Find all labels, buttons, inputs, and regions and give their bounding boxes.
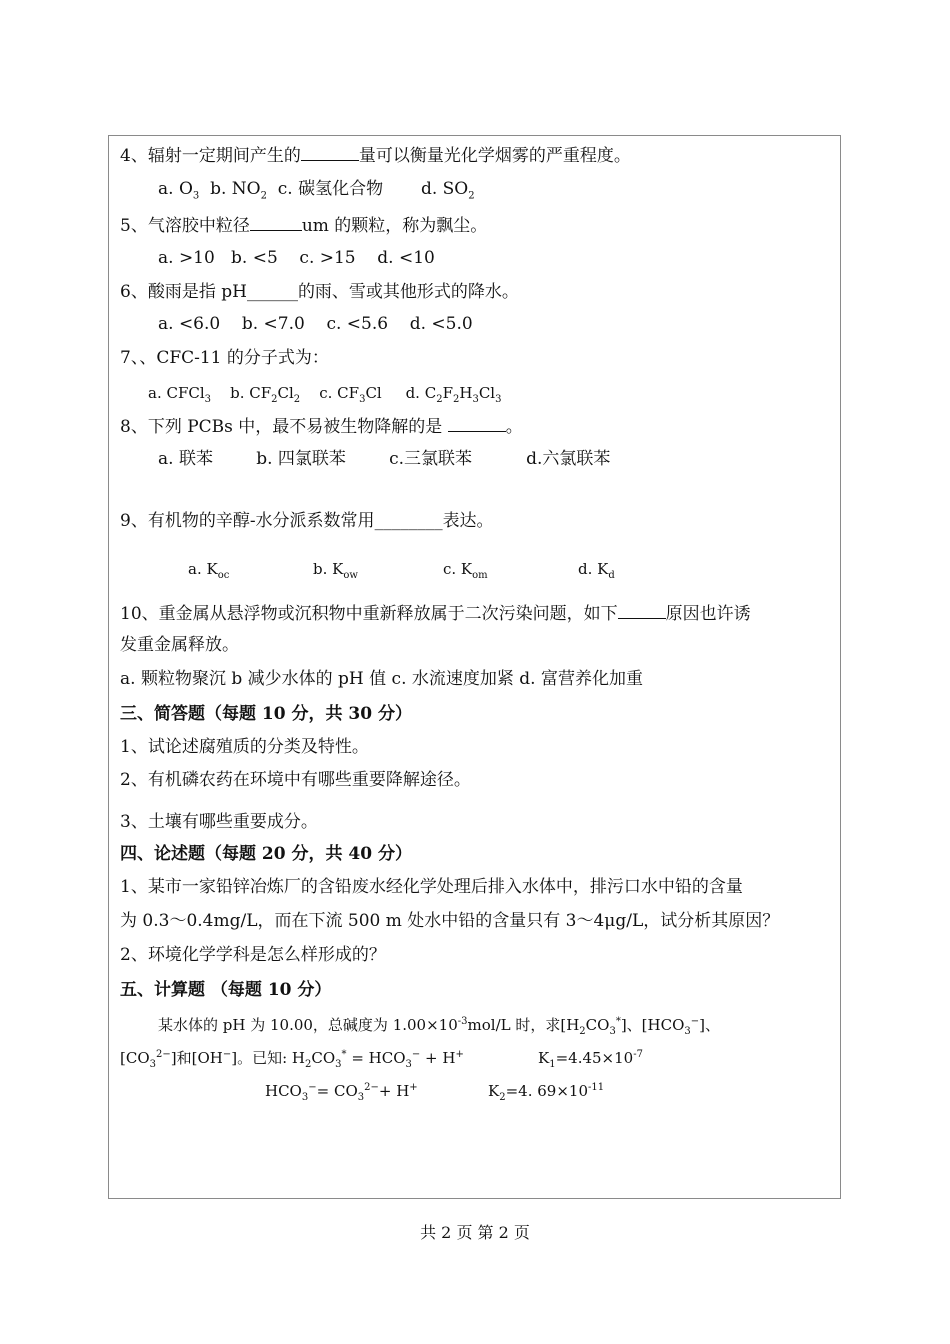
question-9: 9、有机物的辛醇-水分派系数常用________表达。 xyxy=(120,511,494,531)
section-4-heading: 四、论述题（每题 20 分，共 40 分） xyxy=(120,844,412,864)
question-8-options: a. 联苯 b. 四氯联苯 c.三氯联苯 d.六氯联苯 xyxy=(158,449,611,469)
section-3-q1: 1、试论述腐殖质的分类及特性。 xyxy=(120,737,369,757)
section-5-k1: $K_1=4.45\times 10^{-7}$ xyxy=(538,1049,643,1070)
answer-blank[interactable] xyxy=(301,143,359,161)
question-7: 7、、CFC-11 的分子式为： xyxy=(120,348,329,368)
section-4-q1: 1、某市一家铅锌冶炼厂的含铅废水经化学处理后排入水体中，排污口水中铅的含量 xyxy=(120,877,743,897)
question-6-options: a. <6.0 b. <7.0 c. <5.6 d. <5.0 xyxy=(158,314,473,334)
answer-blank[interactable] xyxy=(618,601,666,619)
section-3-q3: 3、土壤有哪些重要成分。 xyxy=(120,812,318,832)
question-5-options: a. >10 b. <5 c. >15 d. <10 xyxy=(158,248,435,268)
question-5: 5、气溶胶中粒径 um 的颗粒，称为飘尘。 xyxy=(120,213,487,237)
section-3-q2: 2、有机磷农药在环境中有哪些重要降解途径。 xyxy=(120,770,471,790)
question-9-options: a. $K_{oc}$ xyxy=(188,560,230,581)
section-5-problem-line2: $[CO_3^{2-}]$和[OH−]。已知: $H_2CO_3^* = HCO_3^- + H^+$ xyxy=(120,1049,464,1070)
question-10-options: a. 颗粒物聚沉 b 减少水体的 pH 值 c. 水流速度加紧 d. 富营养化加重 xyxy=(120,669,643,689)
section-5-heading: 五、计算题 （每题 10 分） xyxy=(120,980,332,1000)
question-6: 6、酸雨是指 pH______的雨、雪或其他形式的降水。 xyxy=(120,282,519,302)
section-5-problem-line1: 某水体的 pH 为 10.00，总碱度为 $1.00\times 10^{-3}mol/L$ 时，求$[H_2CO_3^*]$、$[HCO_3^-]$、 xyxy=(158,1016,721,1037)
section-5-equation2: $HCO_3^-= CO_3^{2-}+ H^+$ xyxy=(265,1082,418,1103)
answer-blank[interactable] xyxy=(250,213,302,231)
question-4-options: a. $O_3$ b. $NO_2$ c. 碳氢化合物 d. $SO_2$ xyxy=(158,179,475,202)
section-4-q2: 2、环境化学学科是怎么样形成的？ xyxy=(120,945,386,965)
question-8: 8、下列 PCBs 中，最不易被生物降解的是 。 xyxy=(120,414,523,438)
section-3-heading: 三、简答题（每题 10 分，共 30 分） xyxy=(120,704,412,724)
answer-blank[interactable]: ________ xyxy=(374,511,443,531)
answer-blank[interactable] xyxy=(448,414,506,432)
answer-blank[interactable]: ______ xyxy=(246,282,298,302)
question-7-options: a. CFCl$_3$ b. $CF_2Cl_2$ c. $CF_3Cl$ d. $C_2F_2H_3Cl_3$ xyxy=(148,384,502,405)
question-4: 4、辐射一定期间产生的 量可以衡量光化学烟雾的严重程度。 xyxy=(120,143,631,167)
question-10: 10、重金属从悬浮物或沉积物中重新释放属于二次污染问题，如下 原因也许诱 xyxy=(120,601,751,625)
page-number-footer: 共 2 页 第 2 页 xyxy=(420,1223,530,1242)
section-5-k2: $K_2=4$. $69\times 10^{-11}$ xyxy=(488,1082,605,1103)
